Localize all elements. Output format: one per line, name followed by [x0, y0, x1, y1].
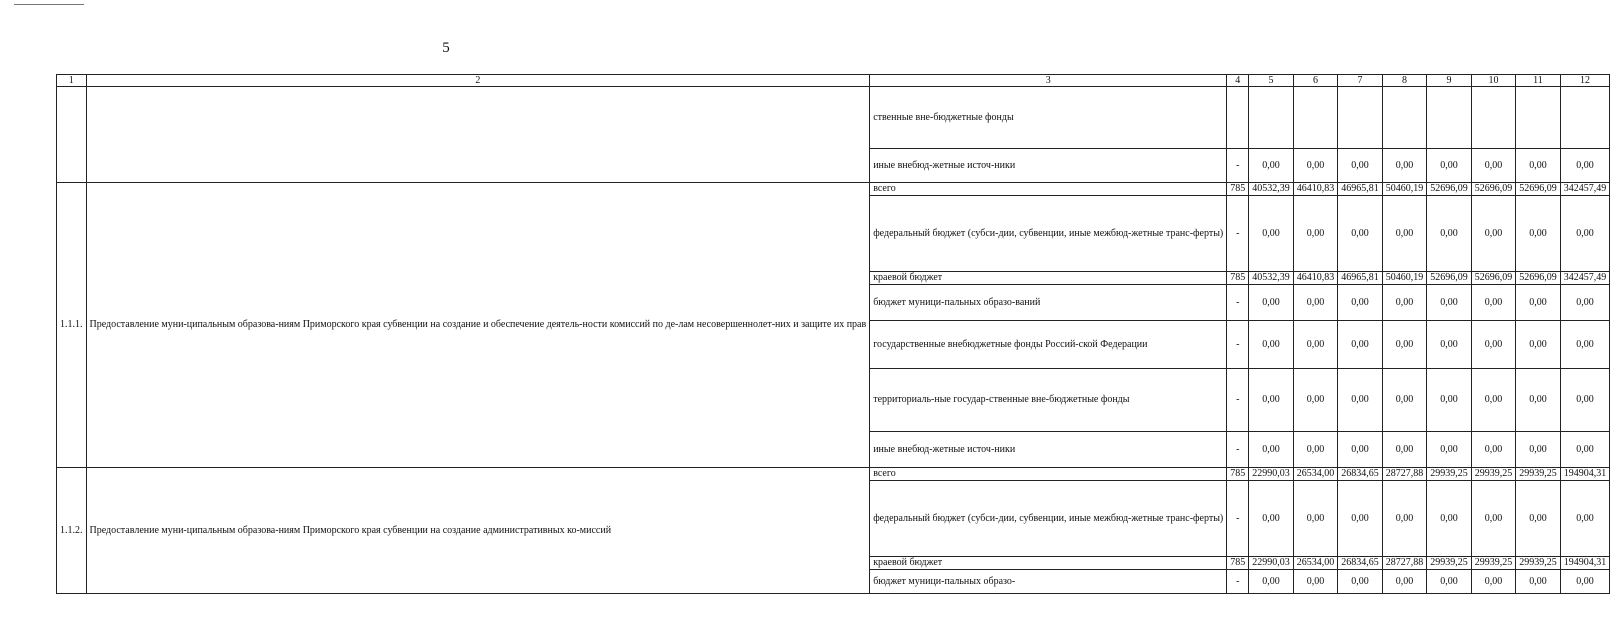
column-header-2: 2 — [86, 75, 870, 87]
value-cell — [1338, 87, 1383, 149]
value-cell: 0,00 — [1249, 196, 1294, 272]
value-cell: 0,00 — [1249, 432, 1294, 468]
value-cell: 0,00 — [1382, 196, 1427, 272]
value-cell: 46410,83 — [1293, 272, 1338, 285]
value-cell: 26834,65 — [1338, 468, 1383, 481]
value-cell: 0,00 — [1382, 321, 1427, 369]
value-cell: 22990,03 — [1249, 468, 1294, 481]
value-cell: 29939,25 — [1516, 557, 1561, 570]
value-cell: 28727,88 — [1382, 557, 1427, 570]
value-cell: 52696,09 — [1516, 272, 1561, 285]
value-cell: 0,00 — [1471, 432, 1516, 468]
value-cell: 50460,19 — [1382, 183, 1427, 196]
value-cell: - — [1227, 570, 1249, 594]
value-cell: 785 — [1227, 468, 1249, 481]
source-cell: государственные внебюджетные фонды Россий-ской Федерации — [870, 321, 1227, 369]
value-cell: 0,00 — [1293, 570, 1338, 594]
value-cell: 46965,81 — [1338, 272, 1383, 285]
value-cell: 0,00 — [1293, 369, 1338, 432]
value-cell: 22990,03 — [1249, 557, 1294, 570]
value-cell: 0,00 — [1249, 481, 1294, 557]
value-cell: 0,00 — [1560, 570, 1610, 594]
value-cell: 0,00 — [1427, 285, 1472, 321]
value-cell: 0,00 — [1249, 369, 1294, 432]
code-cell — [57, 87, 87, 183]
value-cell: 40532,39 — [1249, 272, 1294, 285]
value-cell: 26834,65 — [1338, 557, 1383, 570]
value-cell: 0,00 — [1516, 149, 1561, 183]
value-cell: 0,00 — [1382, 369, 1427, 432]
column-header-4: 4 — [1227, 75, 1249, 87]
value-cell: - — [1227, 481, 1249, 557]
source-cell: ственные вне-бюджетные фонды — [870, 87, 1227, 149]
value-cell: 0,00 — [1471, 369, 1516, 432]
value-cell: 0,00 — [1382, 432, 1427, 468]
source-cell: всего — [870, 183, 1227, 196]
source-cell: бюджет муници-пальных образо- — [870, 570, 1227, 594]
value-cell: 0,00 — [1293, 481, 1338, 557]
value-cell: 0,00 — [1427, 432, 1472, 468]
value-cell: 0,00 — [1516, 321, 1561, 369]
value-cell: 0,00 — [1471, 149, 1516, 183]
value-cell: - — [1227, 321, 1249, 369]
value-cell: 0,00 — [1471, 285, 1516, 321]
value-cell: 785 — [1227, 183, 1249, 196]
source-cell: территориаль-ные государ-ственные вне-бюджетные фонды — [870, 369, 1227, 432]
value-cell: 0,00 — [1471, 481, 1516, 557]
value-cell: 0,00 — [1427, 369, 1472, 432]
value-cell: 0,00 — [1338, 285, 1383, 321]
measure-code: 1.1.1. — [57, 183, 87, 468]
source-cell: иные внебюд-жетные источ-ники — [870, 149, 1227, 183]
description-cell — [86, 87, 870, 183]
column-header-7: 7 — [1338, 75, 1383, 87]
value-cell: 0,00 — [1516, 570, 1561, 594]
column-header-10: 10 — [1471, 75, 1516, 87]
value-cell: 0,00 — [1427, 149, 1472, 183]
source-cell: федеральный бюджет (субси-дии, субвенции, иные межбюд-жетные транс-ферты) — [870, 481, 1227, 557]
value-cell: 0,00 — [1560, 481, 1610, 557]
value-cell: 0,00 — [1293, 149, 1338, 183]
value-cell: 29939,25 — [1427, 557, 1472, 570]
value-cell: 785 — [1227, 557, 1249, 570]
value-cell: 0,00 — [1516, 369, 1561, 432]
value-cell: 46965,81 — [1338, 183, 1383, 196]
value-cell — [1560, 87, 1610, 149]
value-cell: - — [1227, 149, 1249, 183]
column-header-3: 3 — [870, 75, 1227, 87]
value-cell: 26534,00 — [1293, 468, 1338, 481]
table-row — [57, 183, 1610, 196]
value-cell: 0,00 — [1560, 369, 1610, 432]
source-cell: всего — [870, 468, 1227, 481]
value-cell: 0,00 — [1471, 570, 1516, 594]
value-cell: 194904,31 — [1560, 557, 1610, 570]
value-cell: 342457,49 — [1560, 183, 1610, 196]
value-cell: 29939,25 — [1427, 468, 1472, 481]
value-cell: 52696,09 — [1427, 183, 1472, 196]
value-cell: 0,00 — [1382, 285, 1427, 321]
value-cell: 0,00 — [1338, 570, 1383, 594]
value-cell: 0,00 — [1427, 570, 1472, 594]
value-cell: 0,00 — [1427, 196, 1472, 272]
value-cell: 0,00 — [1293, 285, 1338, 321]
value-cell: 0,00 — [1382, 149, 1427, 183]
value-cell: 0,00 — [1516, 196, 1561, 272]
value-cell — [1293, 87, 1338, 149]
column-header-1: 1 — [57, 75, 87, 87]
value-cell: 28727,88 — [1382, 468, 1427, 481]
column-header-9: 9 — [1427, 75, 1472, 87]
value-cell: 0,00 — [1560, 285, 1610, 321]
column-header-row — [57, 75, 1610, 87]
source-cell: иные внебюд-жетные источ-ники — [870, 432, 1227, 468]
value-cell: 0,00 — [1471, 196, 1516, 272]
value-cell: 0,00 — [1427, 481, 1472, 557]
value-cell: 0,00 — [1293, 321, 1338, 369]
table-body — [57, 75, 1610, 594]
value-cell: 52696,09 — [1471, 272, 1516, 285]
value-cell: 52696,09 — [1471, 183, 1516, 196]
value-cell — [1227, 87, 1249, 149]
value-cell: 0,00 — [1560, 196, 1610, 272]
measure-code: 1.1.2. — [57, 468, 87, 594]
value-cell: 0,00 — [1249, 285, 1294, 321]
value-cell: - — [1227, 285, 1249, 321]
value-cell: 0,00 — [1338, 481, 1383, 557]
value-cell: 0,00 — [1338, 432, 1383, 468]
source-cell: бюджет муници-пальных образо-ваний — [870, 285, 1227, 321]
value-cell: 0,00 — [1516, 285, 1561, 321]
column-header-12: 12 — [1560, 75, 1610, 87]
value-cell: 0,00 — [1338, 149, 1383, 183]
value-cell: 0,00 — [1382, 570, 1427, 594]
value-cell: 46410,83 — [1293, 183, 1338, 196]
source-cell: федеральный бюджет (субси-дии, субвенции, иные межбюд-жетные транс-ферты) — [870, 196, 1227, 272]
value-cell: 0,00 — [1249, 570, 1294, 594]
value-cell: 0,00 — [1516, 481, 1561, 557]
value-cell: 0,00 — [1293, 196, 1338, 272]
value-cell: 26534,00 — [1293, 557, 1338, 570]
column-header-6: 6 — [1293, 75, 1338, 87]
value-cell: 50460,19 — [1382, 272, 1427, 285]
table-row — [57, 87, 1610, 149]
value-cell: 0,00 — [1560, 149, 1610, 183]
measure-description: Предоставление муни-ципальным образова-ниям Приморского края субвенции на создание административных ко-миссий — [86, 468, 870, 594]
value-cell: 194904,31 — [1560, 468, 1610, 481]
source-cell: краевой бюджет — [870, 557, 1227, 570]
value-cell — [1471, 87, 1516, 149]
value-cell: 0,00 — [1516, 432, 1561, 468]
column-header-8: 8 — [1382, 75, 1427, 87]
value-cell: 29939,25 — [1471, 468, 1516, 481]
value-cell: 0,00 — [1338, 196, 1383, 272]
column-header-11: 11 — [1516, 75, 1561, 87]
value-cell: - — [1227, 196, 1249, 272]
value-cell: 0,00 — [1471, 321, 1516, 369]
value-cell: 0,00 — [1338, 369, 1383, 432]
value-cell: 0,00 — [1338, 321, 1383, 369]
value-cell: 0,00 — [1249, 321, 1294, 369]
column-header-5: 5 — [1249, 75, 1294, 87]
value-cell: 0,00 — [1293, 432, 1338, 468]
value-cell: - — [1227, 432, 1249, 468]
value-cell: 40532,39 — [1249, 183, 1294, 196]
budget-table — [56, 74, 1610, 594]
value-cell — [1249, 87, 1294, 149]
source-cell: краевой бюджет — [870, 272, 1227, 285]
value-cell: 785 — [1227, 272, 1249, 285]
table-row — [57, 468, 1610, 481]
value-cell — [1427, 87, 1472, 149]
value-cell: 0,00 — [1382, 481, 1427, 557]
measure-description: Предоставление муни-ципальным образова-ниям Приморского края субвенции на создание и обеспечение деятель-ности комиссий по де-лам несовершеннолет-них и защите их прав — [86, 183, 870, 468]
value-cell: 29939,25 — [1516, 468, 1561, 481]
value-cell: 52696,09 — [1516, 183, 1561, 196]
corner-rule — [14, 4, 84, 5]
value-cell: - — [1227, 369, 1249, 432]
value-cell — [1516, 87, 1561, 149]
page-number: 5 — [442, 40, 450, 56]
value-cell: 29939,25 — [1471, 557, 1516, 570]
value-cell — [1382, 87, 1427, 149]
value-cell: 0,00 — [1560, 432, 1610, 468]
value-cell: 0,00 — [1560, 321, 1610, 369]
value-cell: 0,00 — [1427, 321, 1472, 369]
value-cell: 0,00 — [1249, 149, 1294, 183]
value-cell: 52696,09 — [1427, 272, 1472, 285]
value-cell: 342457,49 — [1560, 272, 1610, 285]
